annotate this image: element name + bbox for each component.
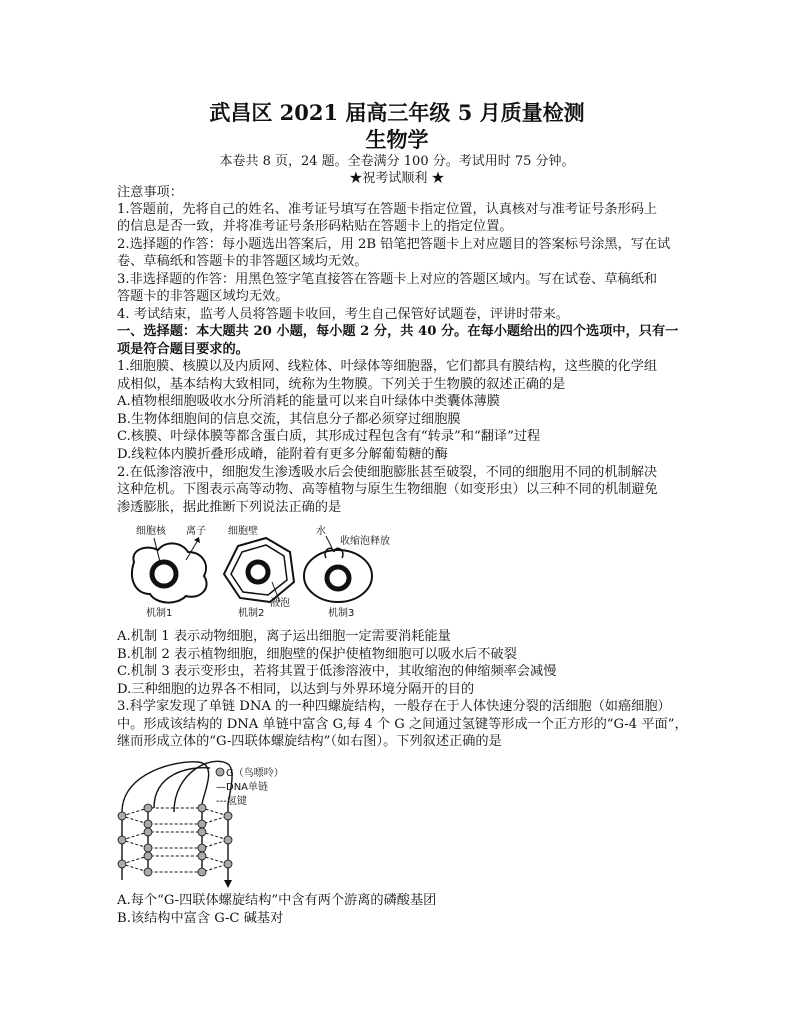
option-a: A.植物根细胞吸收水分所消耗的能量可以来自叶绿体中类囊体薄膜	[117, 394, 500, 409]
label-water: 水	[316, 526, 326, 537]
option-d: D.线粒体内膜折叠形成嵴，能附着有更多分解葡萄糖的酶	[117, 447, 448, 462]
label-mechanism-2: 机制2	[238, 608, 265, 619]
option-c: C.机制 3 表示变形虫，若将其置于低渗溶液中，其收缩泡的伸缩频率会减慢	[117, 664, 557, 679]
nucleus	[327, 567, 349, 589]
plant-cell-membrane	[231, 545, 287, 595]
legend-g: G（鸟嘌呤）	[226, 768, 284, 779]
section-heading: 一、选择题：本大题共 20 小题，每小题 2 分，共 40 分。在每小题给出的四个选项中，只有一	[117, 324, 679, 339]
label-nucleus: 细胞核	[136, 526, 166, 537]
water-arrow	[326, 536, 332, 548]
label-vacuole: 液泡	[270, 598, 290, 609]
g4-planes	[122, 808, 228, 872]
notes-line: 4. 考试结束，监考人员将答题卡收回，考生自己保管好试题卷，评讲时带来。	[117, 307, 569, 322]
question-text: 3.科学家发现了单链 DNA 的一种四螺旋结构，一般存在于人体快速分裂的活细胞（如癌细胞）	[117, 699, 671, 714]
notes-line: 答题卡的非答题区域均无效。	[117, 289, 289, 304]
option-b: B.机制 2 表示植物细胞，细胞壁的保护使植物细胞可以吸水后不破裂	[117, 647, 517, 662]
option-c: C.核膜、叶绿体膜等都含蛋白质，其形成过程包含有“转录”和“翻译”过程	[117, 429, 541, 444]
option-a: A.每个“G-四联体螺旋结构”中含有两个游离的磷酸基团	[117, 893, 437, 908]
label-mechanism-1: 机制1	[146, 608, 173, 619]
guanine-bases	[118, 804, 232, 876]
label-ion: 离子	[186, 526, 206, 537]
option-b: B.生物体细胞间的信息交流，其信息分子都必须穿过细胞膜	[117, 412, 461, 427]
option-a: A.机制 1 表示动物细胞，离子运出细胞一定需要消耗能量	[117, 629, 451, 644]
notes-line: 1.答题前，先将自己的姓名、准考证号填写在答题卡指定位置，认真核对与准考证号条形码上	[117, 202, 658, 217]
question-text: 中。形成该结构的 DNA 单链中富含 G,每 4 个 G 之间通过氢键等形成一个正方形的“G-4 平面”，	[117, 717, 688, 732]
question-text: 渗透膨胀，据此推断下列说法正确的是	[117, 500, 342, 515]
section-heading: 项是符合题目要求的。	[117, 342, 249, 357]
question-text: 2.在低渗溶液中，细胞发生渗透吸水后会使细胞膨胀甚至破裂，不同的细胞用不同的机制解决	[117, 465, 658, 480]
legend-strand: —DNA单链	[216, 782, 269, 793]
protist-cell	[304, 550, 372, 602]
legend-g-symbol	[216, 768, 224, 776]
question-text: 1.细胞膜、核膜以及内质网、线粒体、叶绿体等细胞器，它们都具有膜结构，这些膜的化学组	[117, 359, 658, 374]
exam-title: 武昌区 2021 届高三年级 5 月质量检测	[209, 100, 585, 125]
notes-line: 2.选择题的作答：每小题选出答案后，用 2B 铅笔把答题卡上对应题目的答案标号涂黑，写在试	[117, 237, 671, 252]
notes-line: 卷、草稿纸和答题卡的非答题区域均无效。	[117, 254, 368, 269]
strand-arrowhead	[224, 880, 232, 888]
dna-strand	[154, 768, 210, 808]
label-release: 收缩泡释放	[340, 536, 390, 547]
nucleus	[152, 562, 176, 586]
notes-heading: 注意事项：	[117, 185, 183, 200]
notes-line: 3.非选择题的作答：用黑色签字笔直接答在答题卡上对应的答题区域内。写在试卷、草稿纸和	[117, 272, 658, 287]
option-b: B.该结构中富含 G-C 碱基对	[117, 911, 284, 926]
g-quadruplex-figure	[118, 752, 358, 890]
animal-cell	[132, 543, 207, 602]
notes-line: 的信息是否一致，并将准考证号条形码粘贴在答题卡上的指定位置。	[117, 219, 513, 234]
question-text: 这种危机。下图表示高等动物、高等植物与原生生物细胞（如变形虫）以三种不同的机制避免	[117, 482, 658, 497]
option-d: D.三种细胞的边界各不相同，以达到与外界环境分隔开的目的	[117, 682, 475, 697]
nucleus	[248, 562, 268, 582]
legend-hbond: ---氢键	[216, 796, 247, 807]
subject-title: 生物学	[365, 127, 429, 152]
osmosis-mechanisms-figure	[120, 522, 430, 622]
exam-info: 本卷共 8 页，24 题。全卷满分 100 分。考试用时 75 分钟。	[219, 154, 575, 169]
exam-wish: ★祝考试顺利 ★	[349, 171, 445, 186]
question-text: 成相似，基本结构大致相同，统称为生物膜。下列关于生物膜的叙述正确的是	[117, 377, 566, 392]
question-text: 继而形成立体的“G-四联体螺旋结构”（如右图）。下列叙述正确的是	[117, 734, 502, 749]
label-mechanism-3: 机制3	[328, 608, 355, 619]
label-wall: 细胞壁	[228, 526, 258, 537]
